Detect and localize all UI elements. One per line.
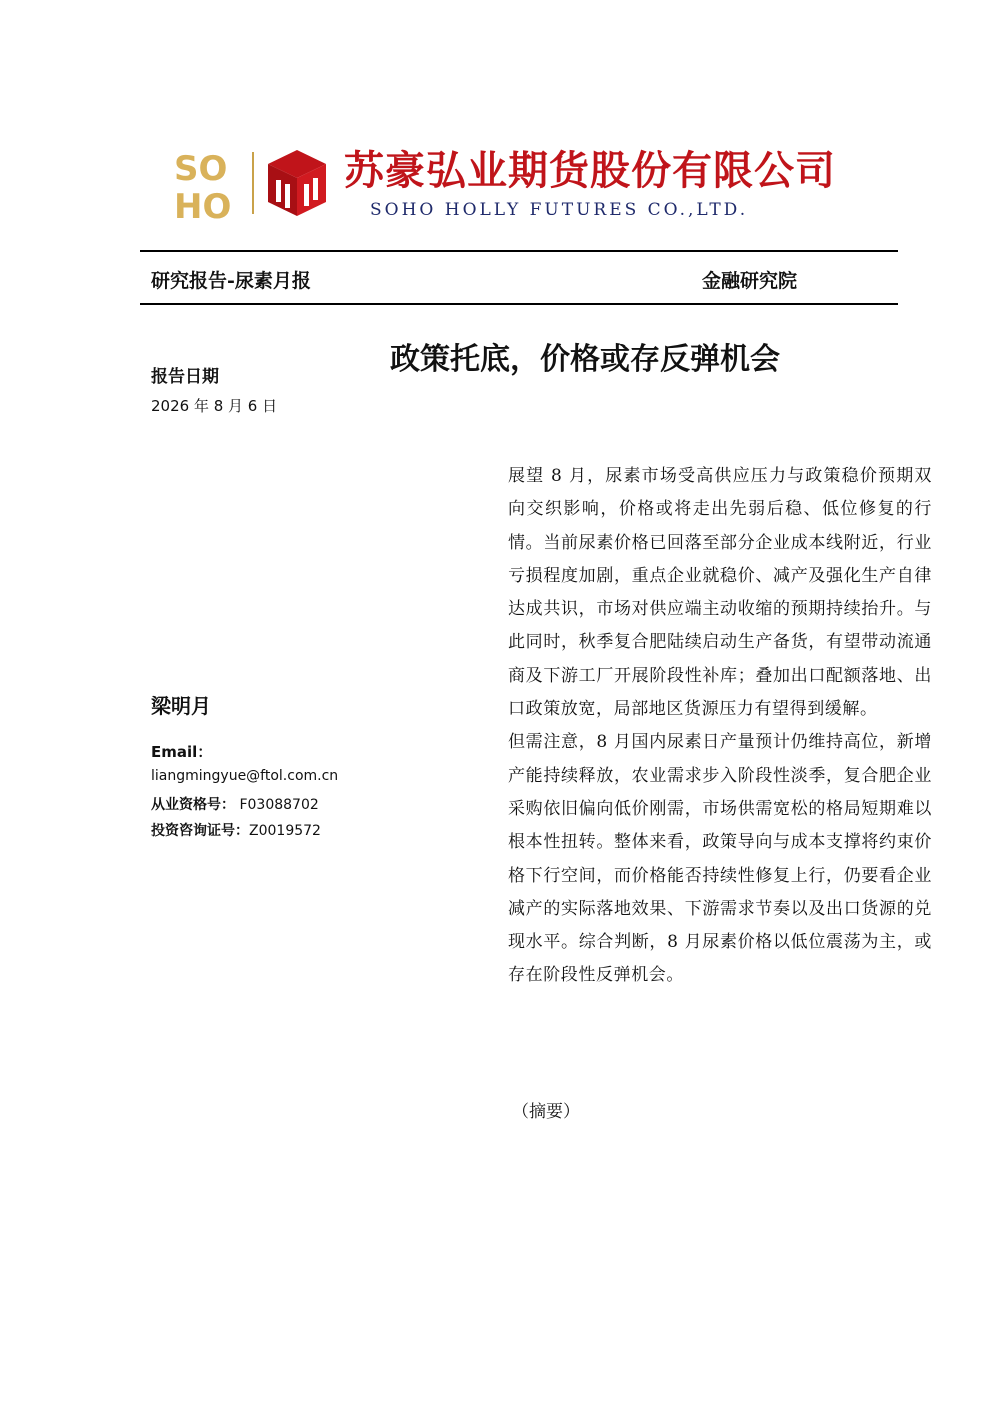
soho-logo-icon (172, 148, 242, 220)
header-rule-bottom (140, 303, 898, 305)
report-title: 政策托底，价格或存反弹机会 (390, 342, 780, 377)
qualification-line (151, 794, 319, 814)
company-name-cn: 苏豪弘业期货股份有限公司 (344, 147, 836, 194)
soho-mark-bottom: HO (174, 187, 232, 220)
holly-cube-icon (266, 148, 328, 218)
institute-name: 金融研究院 (702, 270, 798, 292)
summary-tag: （摘要） (512, 1102, 580, 1122)
email-label: Email： (151, 743, 213, 761)
report-type: 研究报告-尿素月报 (151, 270, 311, 292)
qualification-label: 从业资格号： (151, 797, 235, 813)
report-date-label: 报告日期 (151, 367, 219, 387)
report-body (508, 460, 932, 993)
company-name-en: SOHO HOLLY FUTURES CO.,LTD. (370, 200, 749, 220)
consult-line (151, 820, 321, 840)
body-paragraph-2: 但需注意，8 月国内尿素日产量预计仍维持高位，新增产能持续释放，农业需求步入阶段性淡季，复合肥企业采购依旧偏向低价刚需，市场供需宽松的格局短期难以根本性扭转。整体来看，政策导向与成本支撑将约束价格下行空间，而价格能否持续性修复上行，仍要看企业减产的实际落地效果、下游需求节奏以及出口货源的兑现水平。综合判断，8 月尿素价格以低位震荡为主，或存在阶段性反弹机会。 (508, 732, 932, 986)
report-date-value: 2026 年 8 月 6 日 (151, 397, 278, 415)
logo-divider (252, 152, 254, 214)
author-email[interactable]: liangmingyue@ftol.com.cn (151, 768, 339, 784)
consult-label: 投资咨询证号： (151, 823, 249, 839)
qualification-number: F03088702 (235, 797, 319, 813)
author-name: 梁明月 (151, 694, 211, 718)
header-rule-top (140, 250, 898, 252)
body-paragraph-1: 展望 8 月，尿素市场受高供应压力与政策稳价预期双向交织影响，价格或将走出先弱后稳、低位修复的行情。当前尿素价格已回落至部分企业成本线附近，行业亏损程度加剧，重点企业就稳价、减产及强化生产自律达成共识，市场对供应端主动收缩的预期持续抬升。与此同时，秋季复合肥陆续启动生产备货，有望带动流通商及下游工厂开展阶段性补库；叠加出口配额落地、出口政策放宽，局部地区货源压力有望得到缓解。 (508, 466, 932, 720)
company-logo (172, 147, 836, 220)
consult-number: Z0019572 (249, 823, 321, 839)
soho-mark-top: SO (174, 149, 228, 189)
